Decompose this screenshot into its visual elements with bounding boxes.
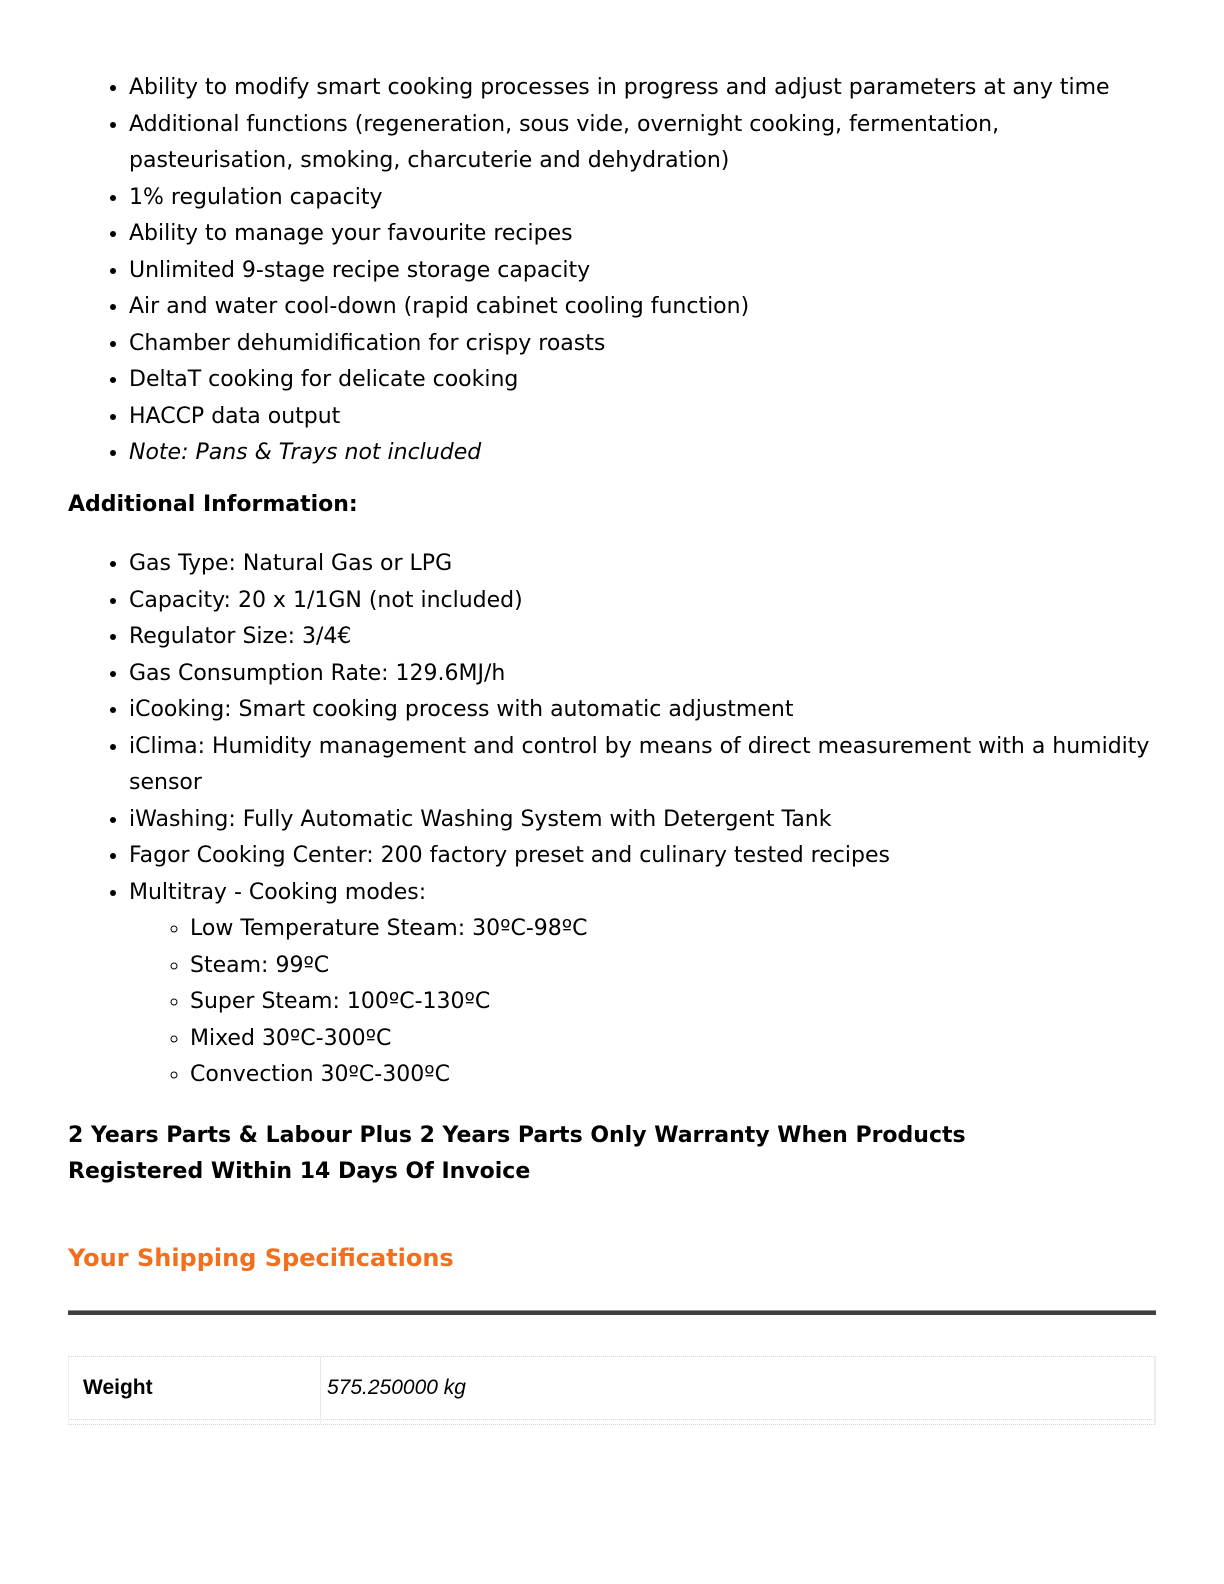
weight-label: Weight xyxy=(69,1357,321,1419)
table-spacer-row xyxy=(69,1420,1154,1425)
additional-info-list xyxy=(68,546,1156,1094)
feature-item: • Chamber dehumidification for crispy roasts xyxy=(129,326,1156,363)
section-divider xyxy=(68,1310,1156,1315)
weight-value: 575.250000 kg xyxy=(327,1375,466,1399)
shipping-specs-table xyxy=(68,1356,1156,1425)
warranty-statement: 2 Years Parts & Labour Plus 2 Years Parts Only Warranty When Products Registered Within 14 Days Of Invoice xyxy=(68,1122,966,1184)
shipping-specs-heading: Your Shipping Specifications xyxy=(68,1243,454,1272)
cooking-mode-item: ◦ Steam: 99ºC xyxy=(190,948,1156,985)
feature-item: • Unlimited 9-stage recipe storage capacity xyxy=(129,253,1156,290)
cooking-mode-item: ◦ Super Steam: 100ºC-130ºC xyxy=(190,984,1156,1021)
cooking-mode-item: ◦ Convection 30ºC-300ºC xyxy=(190,1057,1156,1094)
feature-item: • DeltaT cooking for delicate cooking xyxy=(129,362,1156,399)
spec-item: • iCooking: Smart cooking process with automatic adjustment xyxy=(129,692,1156,729)
features-list xyxy=(68,70,1156,472)
cooking-modes-list xyxy=(129,911,1156,1094)
feature-item: • Ability to modify smart cooking processes in progress and adjust parameters at any time xyxy=(129,70,1156,107)
spec-item-multitray xyxy=(129,875,1156,1094)
spec-item: • Gas Consumption Rate: 129.6MJ/h xyxy=(129,656,1156,693)
feature-item: • 1% regulation capacity xyxy=(129,180,1156,217)
feature-item: • Additional functions (regeneration, sous vide, overnight cooking, fermentation, pasteurisation, smoking, charcuterie and dehydration) xyxy=(129,107,1156,180)
spec-item: • iWashing: Fully Automatic Washing System with Detergent Tank xyxy=(129,802,1156,839)
feature-note: • Note: Pans & Trays not included xyxy=(129,435,1156,472)
table-row-weight xyxy=(69,1357,1154,1420)
spec-item: • Gas Type: Natural Gas or LPG xyxy=(129,546,1156,583)
table-spacer-cell xyxy=(69,1420,321,1424)
cooking-mode-item: ◦ Mixed 30ºC-300ºC xyxy=(190,1021,1156,1058)
spec-item: • Regulator Size: 3/4€ xyxy=(129,619,1156,656)
feature-item: • Air and water cool-down (rapid cabinet cooling function) xyxy=(129,289,1156,326)
feature-item: • HACCP data output xyxy=(129,399,1156,436)
spec-item: • Capacity: 20 x 1/1GN (not included) xyxy=(129,583,1156,620)
cooking-mode-item: ◦ Low Temperature Steam: 30ºC-98ºC xyxy=(190,911,1156,948)
spec-item: • iClima: Humidity management and control by means of direct measurement with a humidity sensor xyxy=(129,729,1156,802)
feature-item: • Ability to manage your favourite recipes xyxy=(129,216,1156,253)
additional-info-heading: Additional Information: xyxy=(68,491,358,517)
multitray-label: Multitray - Cooking modes: xyxy=(129,879,427,905)
spec-item: • Fagor Cooking Center: 200 factory preset and culinary tested recipes xyxy=(129,838,1156,875)
